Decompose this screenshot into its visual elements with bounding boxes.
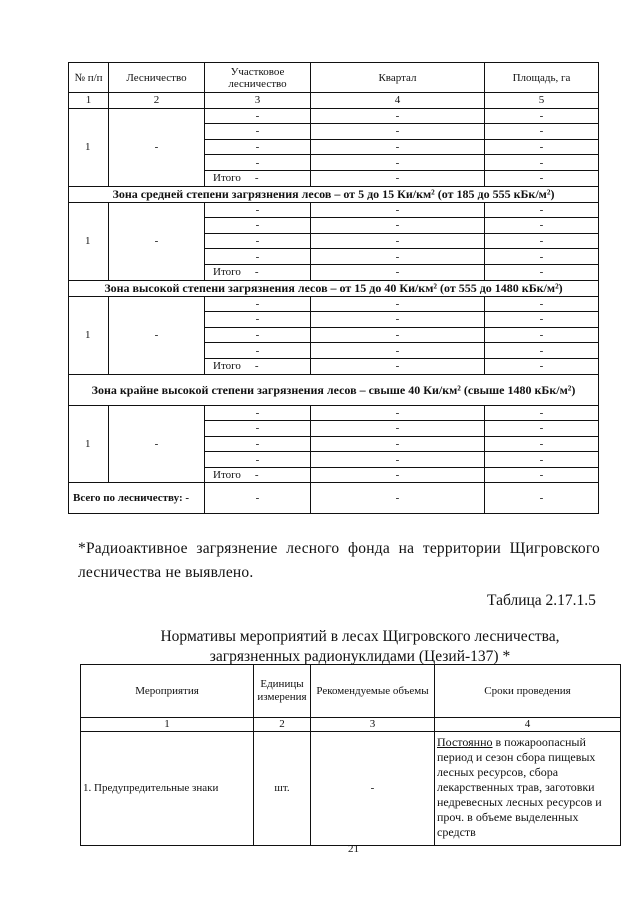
district-cell: - [205,139,311,155]
row-number-cell: 1 [69,405,109,483]
column-number-row [81,718,621,732]
table-header-row [81,665,621,718]
zone-heading: Зона высокой степени загрязнения лесов – от 15 до 40 Ки/км² (от 555 до 1480 кБк/м²) [69,280,599,296]
forestry-cell: - [109,108,205,186]
district-cell: - [205,343,311,359]
table-caption: Нормативы мероприятий в лесах Щигровского лесничества, загрязненных радионуклидами (Цезий-137) * [160,628,560,665]
row-number-cell: 1 [69,202,109,280]
quarter-cell: - [311,343,485,359]
volume-cell: - [311,732,435,846]
column-number: 2 [109,93,205,109]
header-cell: Единицы измерения [254,665,311,718]
district-cell: - [205,108,311,124]
itogo-value: - [254,266,259,279]
quarter-cell: - [311,436,485,452]
quarter-cell: - [311,405,485,421]
forestry-cell: - [109,202,205,280]
quarter-cell: - [311,124,485,140]
header-cell: Квартал [311,63,485,93]
area-cell: - [485,452,599,468]
zone-heading: Зона крайне высокой степени загрязнения лесов – свыше 40 Ки/км² (свыше 1480 кБк/м²) [69,374,599,405]
measure-cell: 1. Предупредительные знаки [81,732,254,846]
column-number: 5 [485,93,599,109]
area-cell: - [485,218,599,234]
column-number-row [69,93,599,109]
column-number: 4 [311,93,485,109]
itogo-label: Итого [213,469,241,482]
page-number: 21 [348,843,359,855]
area-cell: - [485,312,599,328]
area-cell: - [485,264,599,280]
quarter-cell: - [311,467,485,483]
total-district: - [205,483,311,514]
area-cell: - [485,108,599,124]
itogo-value: - [254,360,259,373]
quarter-cell: - [311,139,485,155]
quarter-cell: - [311,155,485,171]
itogo-value: - [254,469,259,482]
district-cell: - [205,405,311,421]
forestry-cell: - [109,405,205,483]
header-cell: Рекомендуемые объемы [311,665,435,718]
header-cell: Площадь, га [485,63,599,93]
zone-row [69,186,599,202]
district-cell: - [205,327,311,343]
itogo-label: Итого [213,266,241,279]
itogo-cell [205,170,311,186]
district-cell: - [205,233,311,249]
quarter-cell: - [311,108,485,124]
quarter-cell: - [311,264,485,280]
district-cell: - [205,202,311,218]
column-number: 3 [311,718,435,732]
unit-cell: шт. [254,732,311,846]
column-number: 4 [435,718,621,732]
zone-heading: Зона средней степени загрязнения лесов – от 5 до 15 Ки/км² (от 185 до 555 кБк/м²) [69,186,599,202]
quarter-cell: - [311,202,485,218]
quarter-cell: - [311,170,485,186]
itogo-value: - [254,172,259,185]
quarter-cell: - [311,327,485,343]
row-number-cell: 1 [69,296,109,374]
zone-row [69,280,599,296]
header-cell: Участковое лесничество [205,63,311,93]
area-cell: - [485,249,599,265]
quarter-cell: - [311,233,485,249]
district-cell: - [205,312,311,328]
district-cell: - [205,296,311,312]
district-cell: - [205,436,311,452]
itogo-cell [205,264,311,280]
itogo-cell [205,358,311,374]
total-label: Всего по лесничеству: - [69,483,205,514]
table-row [69,202,599,218]
terms-text: в пожароопасный период и сезон сбора пищевых лесных ресурсов, сбора лекарственных трав, заготовки недревесных лесных ресурсов и проч. в объеме выделенных средств [437,735,602,839]
table-row [81,732,621,846]
header-cell: Лесничество [109,63,205,93]
area-cell: - [485,405,599,421]
header-cell: № п/п [69,63,109,93]
itogo-label: Итого [213,360,241,373]
area-cell: - [485,421,599,437]
column-number: 2 [254,718,311,732]
table-row [69,108,599,124]
district-cell: - [205,452,311,468]
area-cell: - [485,467,599,483]
area-cell: - [485,170,599,186]
quarter-cell: - [311,218,485,234]
area-cell: - [485,343,599,359]
itogo-label: Итого [213,172,241,185]
quarter-cell: - [311,296,485,312]
table-number: Таблица 2.17.1.5 [487,592,596,609]
column-number: 3 [205,93,311,109]
area-cell: - [485,233,599,249]
area-cell: - [485,202,599,218]
table-row [69,405,599,421]
area-cell: - [485,436,599,452]
zone-row [69,374,599,405]
area-cell: - [485,124,599,140]
terms-cell [435,732,621,846]
measures-table [80,664,621,846]
row-number-cell: 1 [69,108,109,186]
total-area: - [485,483,599,514]
area-cell: - [485,296,599,312]
forestry-cell: - [109,296,205,374]
area-cell: - [485,327,599,343]
column-number: 1 [69,93,109,109]
table-row [69,296,599,312]
district-cell: - [205,249,311,265]
area-cell: - [485,139,599,155]
quarter-cell: - [311,358,485,374]
header-cell: Сроки проведения [435,665,621,718]
table-header-row [69,63,599,93]
total-quarter: - [311,483,485,514]
contamination-table [68,62,599,514]
district-cell: - [205,124,311,140]
area-cell: - [485,155,599,171]
quarter-cell: - [311,249,485,265]
area-cell: - [485,358,599,374]
total-row [69,483,599,514]
district-cell: - [205,155,311,171]
quarter-cell: - [311,421,485,437]
header-cell: Мероприятия [81,665,254,718]
district-cell: - [205,421,311,437]
district-cell: - [205,218,311,234]
note-paragraph: *Радиоактивное загрязнение лесного фонда на территории Щигровского лесничества не выявлено. [78,540,600,581]
quarter-cell: - [311,312,485,328]
quarter-cell: - [311,452,485,468]
terms-emphasis: Постоянно [437,735,493,749]
itogo-cell [205,467,311,483]
column-number: 1 [81,718,254,732]
